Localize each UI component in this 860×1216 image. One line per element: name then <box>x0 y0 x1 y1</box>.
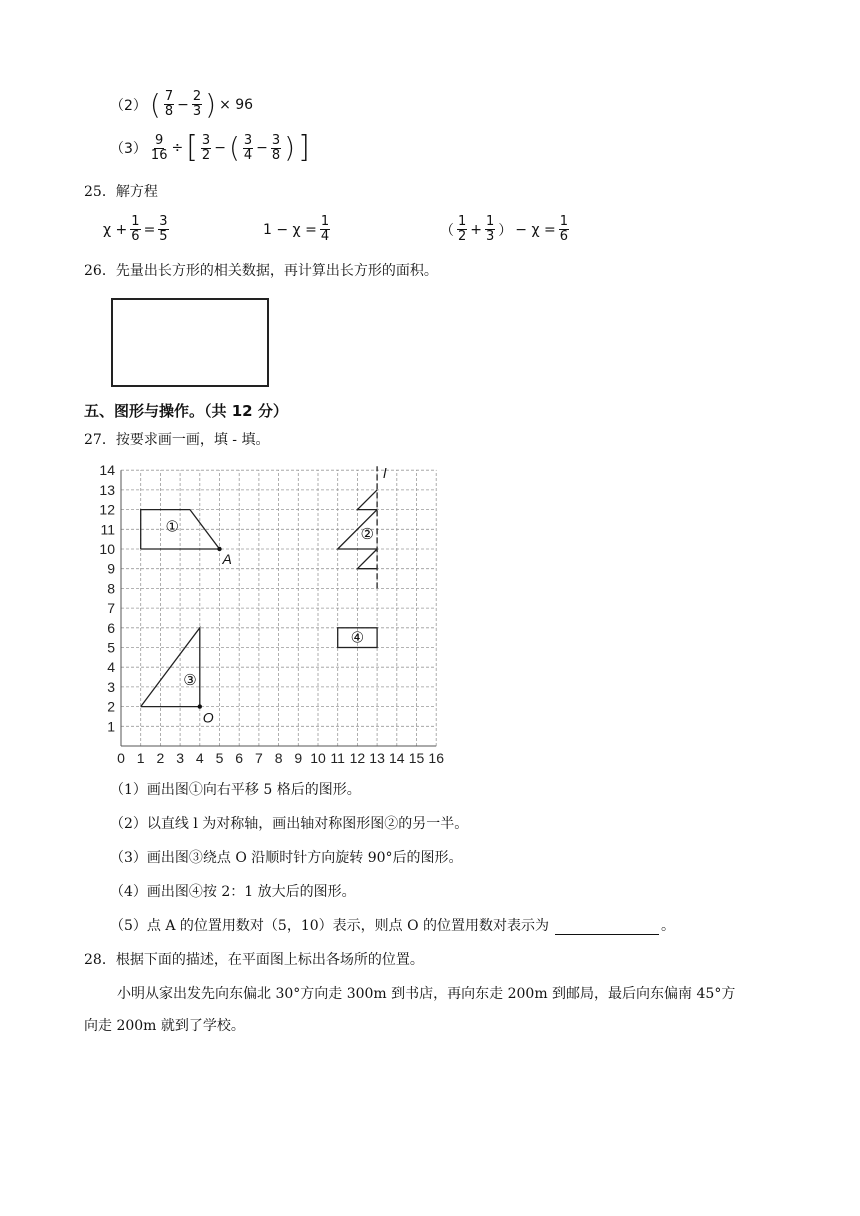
x-tick-label: 3 <box>176 750 184 766</box>
y-tick-label: 7 <box>107 600 115 617</box>
fraction: $\frac{3}{5}$ <box>159 214 168 244</box>
x-tick-label: 7 <box>255 750 263 766</box>
q28-title: 28．根据下面的描述，在平面图上标出各场所的位置。 <box>84 952 424 968</box>
x-tick-label: 8 <box>274 750 283 766</box>
close-paren: ) <box>205 87 217 121</box>
fraction: $\frac{7}{8}$ <box>164 89 174 119</box>
shape-4-label: ④ <box>350 629 365 647</box>
shape-3-outline <box>141 628 200 707</box>
q24-item-2 <box>110 87 254 121</box>
point-o-dot <box>198 704 202 708</box>
open-paren: ( <box>149 87 161 121</box>
item-label: （3） <box>110 141 147 157</box>
close-paren: ) <box>284 131 296 164</box>
x-tick-label: 9 <box>294 750 303 766</box>
point-a-dot <box>217 547 221 551</box>
fraction: $\frac{1}{2}$ <box>458 214 467 244</box>
x-tick-labels <box>117 750 444 766</box>
open-bracket: [ <box>186 130 198 165</box>
y-tick-label: 3 <box>107 678 115 695</box>
x-tick-label: 12 <box>349 750 366 766</box>
fraction: $\frac{2}{3}$ <box>192 89 202 119</box>
multiply-term: × 96 <box>219 96 254 113</box>
q25-equation-1: χ + $\frac{1}{6}$ = $\frac{3}{5}$ <box>103 214 168 244</box>
q27-item-4: （4）画出图④按 2：1 放大后的图形。 <box>110 884 356 900</box>
fraction: $\frac{3}{2}$ <box>201 132 211 163</box>
x-tick-label: 2 <box>156 750 165 766</box>
q27-item-2: （2）以直线 l 为对称轴，画出轴对称图形图②的另一半。 <box>110 816 469 832</box>
x-tick-label: 0 <box>117 750 125 766</box>
minus-sign: − <box>214 140 226 156</box>
y-tick-labels <box>99 462 115 734</box>
q26-title: 26．先量出长方形的相关数据，再计算出长方形的面积。 <box>84 263 438 279</box>
line-l-label: l <box>383 465 387 482</box>
y-tick-label: 2 <box>107 698 115 715</box>
q28-line-2: 向走 200m 就到了学校。 <box>84 1018 245 1034</box>
shape-3-label: ③ <box>183 671 197 689</box>
fraction: $\frac{1}{6}$ <box>559 214 569 244</box>
y-tick-label: 12 <box>99 501 115 518</box>
fraction: $\frac{1}{3}$ <box>486 214 495 244</box>
shape-2-label: ② <box>360 526 374 544</box>
close-bracket: ] <box>298 130 310 165</box>
y-tick-label: 14 <box>99 462 115 479</box>
open-paren: ( <box>228 131 240 164</box>
q25-equation-2: 1 − χ = $\frac{1}{4}$ <box>263 214 330 244</box>
grid-lines <box>121 470 436 746</box>
point-a-label: A <box>222 551 232 567</box>
x-tick-label: 4 <box>195 750 204 766</box>
x-tick-label: 5 <box>215 750 224 766</box>
fraction: $\frac{3}{8}$ <box>271 132 281 163</box>
item-label: （2） <box>110 97 147 114</box>
y-tick-label: 1 <box>107 718 115 735</box>
q27-title: 27．按要求画一画，填 - 填。 <box>84 432 270 448</box>
y-tick-label: 9 <box>107 560 115 577</box>
x-tick-label: 11 <box>330 750 345 766</box>
x-tick-label: 13 <box>369 750 385 766</box>
coordinate-grid <box>90 455 460 770</box>
x-tick-label: 1 <box>136 750 145 766</box>
q27-item-1: （1）画出图①向右平移 5 格后的图形。 <box>110 782 361 798</box>
minus-sign: − <box>256 140 268 156</box>
x-tick-label: 6 <box>235 750 244 766</box>
shape-2-part <box>357 490 377 510</box>
y-tick-label: 10 <box>99 541 115 557</box>
q25-title: 25．解方程 <box>84 184 158 200</box>
y-tick-label: 11 <box>100 521 115 538</box>
section-title: 五、图形与操作。（共 12 分） <box>84 402 288 420</box>
x-tick-label: 16 <box>428 750 444 766</box>
minus-sign: − <box>177 96 189 113</box>
q25-equation-3: （ $\frac{1}{2}$ + $\frac{1}{3}$ ） − χ = $\frac{1}{6}$ <box>440 214 569 244</box>
fraction: $\frac{1}{6}$ <box>131 214 140 244</box>
answer-blank[interactable] <box>555 920 659 935</box>
divide-sign: ÷ <box>171 140 184 156</box>
q27-item-3: （3）画出图③绕点 O 沿顺时针方向旋转 90°后的图形。 <box>110 850 463 866</box>
point-o-label: O <box>202 709 214 726</box>
fraction: $\frac{1}{4}$ <box>320 214 330 244</box>
q24-item-3 <box>110 130 310 165</box>
q27-item-5: （5）点 A 的位置用数对（5，10）表示，则点 O 的位置用数对表示为 。 <box>110 918 676 934</box>
q28-line-1: 小明从家出发先向东偏北 30°方向走 300m 到书店，再向东走 200m 到邮局，最后向东偏南 45°方 <box>117 986 736 1002</box>
x-tick-label: 14 <box>389 750 405 766</box>
y-tick-label: 6 <box>107 619 115 636</box>
y-tick-label: 8 <box>107 580 115 597</box>
y-tick-label: 5 <box>107 639 115 656</box>
fraction: $\frac{9}{16}$ <box>150 132 168 163</box>
y-tick-label: 13 <box>99 481 115 498</box>
x-tick-label: 15 <box>408 750 425 766</box>
shape-1-label: ① <box>165 518 179 536</box>
shape-2-part <box>357 549 377 569</box>
x-tick-label: 10 <box>310 750 326 766</box>
y-tick-label: 4 <box>107 659 115 676</box>
fraction: $\frac{3}{4}$ <box>243 132 253 163</box>
measure-rectangle <box>111 298 269 387</box>
